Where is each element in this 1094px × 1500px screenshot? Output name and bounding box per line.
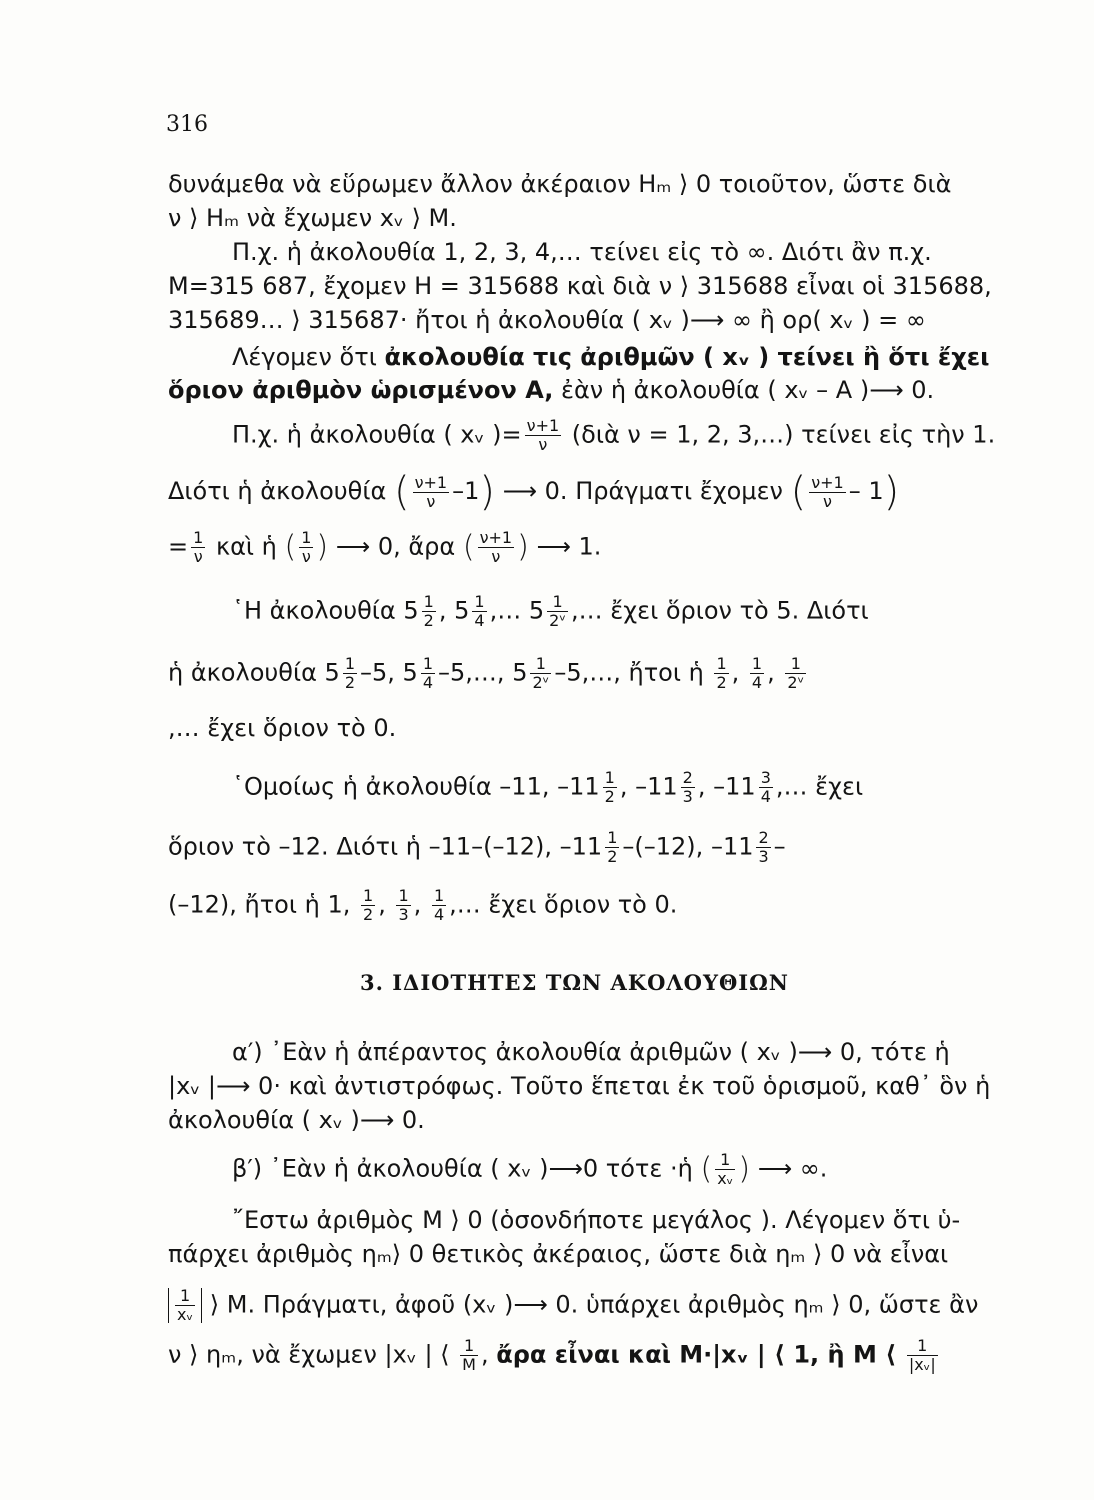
text-span: ⟶ 0. Πράγματι ἔχομεν [502,477,783,505]
text-span: (διὰ ν = 1, 2, 3,…) τείνει εἰς τὴν 1. [571,420,996,449]
fraction: $\frac{\nu+1}{\nu}$ [526,416,560,454]
formula-line: ῾Η ἀκολουθία 5 $\frac{1}{2}$ , 5 $\frac{1}{4}$ ,… 5 $\frac{1}{\text{2ᵛ}}$ ,… ἔχει ὅριον τὸ 5. Διότι [232,592,869,630]
formula-line: Διότι ἡ ἀκολουθία ( $\frac{\nu+1}{\nu}$ –1) ⟶ 0. Πράγματι ἔχομεν ( $\frac{\nu+1}{\nu}$ – 1) [168,469,900,515]
formula-line: = $\frac{1}{\nu}$ καὶ ἡ ( $\frac{1}{\nu}$ ) ⟶ 0, ἄρα ( $\frac{\nu+1}{\nu}$ ) ⟶ 1. [168,528,602,566]
fraction: $\frac{1}{2}$ [607,828,618,866]
fraction: $\frac{1}{2}$ [363,886,374,924]
fraction: $\frac{2}{3}$ [758,828,769,866]
formula-line: $\frac{1}{\text{xᵥ}}$ ⟩ M. Πράγματι, ἀφοῦ (xᵥ )⟶ 0. ὑπάρχει ἀριθμὸς ηₘ ⟩ 0, ὥστε ἂν [168,1288,978,1323]
text-line: 315689… ⟩ 315687· ἤτοι ἡ ἀκολουθία ( xᵥ )⟶ ∞ ἢ ορ( xᵥ ) = ∞ [168,306,926,334]
fraction: $\frac{2}{3}$ [682,768,693,806]
text-line: Π.χ. ἡ ἀκολουθία 1, 2, 3, 4,… τείνει εἰς τὸ ∞. Διότι ἂν π.χ. [232,238,932,266]
fraction: $\frac{1}{3}$ [398,886,409,924]
text-span: Λέγομεν ὅτι [232,343,377,371]
fraction: $\frac{1}{2}$ [423,592,434,630]
fraction: $\frac{1}{2}$ [604,768,615,806]
fraction: $\frac{1}{2}$ [344,654,355,692]
text-line: ,… ἔχει ὅριον τὸ 0. [168,714,397,742]
formula-line: β′) ᾿Εὰν ἡ ἀκολουθία ( xᵥ )⟶0 τότε ·ἡ ( $\frac{1}{\text{xᵥ}}$ ) ⟶ ∞. [232,1150,828,1188]
fraction: $\frac{1}{4}$ [433,886,445,924]
text-line: |xᵥ |⟶ 0· καὶ ἀντιστρόφως. Τοῦτο ἕπεται ἐκ τοῦ ὁρισμοῦ, καθ᾽ ὃν ἡ [168,1072,991,1100]
fraction: $\frac{1}{\text{xᵥ}}$ [177,1286,194,1324]
text-span: ἐὰν ἡ ἀκολουθία ( xᵥ – A )⟶ 0. [561,376,935,404]
formula-line: ἡ ἀκολουθία 5 $\frac{1}{2}$ –5, 5 $\frac{1}{4}$ –5,…, 5 $\frac{1}{\text{2ᵛ}}$ –5,…, ἤτοι ἡ $\frac{1}{2}$ , $\frac{1}{4}$ , $\frac{1}{\text{2ᵛ}}$ [168,654,805,692]
fraction: $\frac{\nu+1}{\nu}$ [414,472,448,511]
fraction: $\frac{1}{4}$ [474,592,485,630]
text-line: α′) ᾿Εὰν ἡ ἀπέραντος ἀκολουθία ἀριθμῶν ( xᵥ )⟶ 0, τότε ἡ [232,1038,950,1066]
text-line: M=315 687, ἔχομεν H = 315688 καὶ διὰ ν ⟩ 315688 εἶναι οἱ 315688, [168,272,992,300]
definition-line [232,345,989,369]
fraction: $\frac{1}{\text{2ᵛ}}$ [787,654,805,692]
text-span: Διότι ἡ ἀκολουθία [168,477,387,505]
fraction: $\frac{1}{2}$ [716,654,727,692]
text-line: δυνάμεθα νὰ εὕρωμεν ἄλλον ἀκέραιον Hₘ ⟩ 0 τοιοῦτον, ὥστε διὰ [168,170,952,198]
fraction: $\frac{1}{4}$ [422,654,434,692]
definition-line [168,378,934,402]
formula-line: ῾Ομοίως ἡ ἀκολουθία –11, –11 $\frac{1}{2}$ , –11 $\frac{2}{3}$ , –11 $\frac{3}{4}$ ,… ἔχει [232,768,864,806]
fraction: $\frac{\nu+1}{\nu}$ [479,528,513,566]
text-line: ἀκολουθία ( xᵥ )⟶ 0. [168,1106,425,1134]
text-line: ῎Εστω ἀριθμὸς M ⟩ 0 (ὁσονδήποτε μεγάλος ). Λέγομεν ὅτι ὑ- [232,1206,961,1234]
bold-definition: ἀκολουθία τις ἀριθμῶν ( xᵥ ) τείνει ἢ ὅτι ἔχει [384,343,990,371]
bold-definition: ὅριον ἀριθμὸν ὡρισμένον A, [168,376,554,404]
text-line: ν ⟩ Hₘ νὰ ἔχωμεν xᵥ ⟩ M. [168,204,457,232]
page-number: 316 [166,112,208,137]
fraction: $\frac{1}{\text{|xᵥ|}}$ [908,1336,936,1374]
fraction: $\frac{3}{4}$ [760,768,771,806]
fraction: $\frac{1}{4}$ [751,654,763,692]
text-line: πάρχει ἀριθμὸς ηₘ⟩ 0 θετικὸς ἀκέραιος, ὥστε διὰ ηₘ ⟩ 0 νὰ εἶναι [168,1240,949,1268]
formula-line [232,418,995,453]
fraction: $\frac{1}{M}$ [462,1336,476,1374]
fraction: $\frac{1}{\text{xᵥ}}$ [717,1150,734,1188]
fraction: $\frac{1}{\text{2ᵛ}}$ [532,654,550,692]
fraction: $\frac{\nu+1}{\nu}$ [811,472,844,511]
formula-line: ν ⟩ ηₘ, νὰ ἔχωμεν |xᵥ | ⟨ $\frac{1}{M}$ , ἄρα εἶναι καὶ M·|xᵥ | ⟨ 1, ἢ M ⟨ $\frac{1}{\text{|xᵥ|}}$ [168,1336,936,1374]
section-heading: 3. ΙΔΙΟΤΗΤΕΣ ΤΩΝ ΑΚΟΛΟΥΘΙΩΝ [360,970,789,995]
text-span: Π.χ. ἡ ἀκολουθία ( xᵥ )= [232,420,522,449]
formula-line: ὅριον τὸ –12. Διότι ἡ –11–(–12), –11 $\frac{1}{2}$ –(–12), –11 $\frac{2}{3}$ – [168,828,786,866]
fraction: $\frac{1}{\nu}$ [193,528,204,566]
fraction: $\frac{1}{\nu}$ [301,528,312,566]
formula-line: (–12), ἤτοι ἡ 1, $\frac{1}{2}$ , $\frac{1}{3}$ , $\frac{1}{4}$ ,… ἔχει ὅριον τὸ 0. [168,886,678,924]
fraction: $\frac{1}{\text{2ᵛ}}$ [549,592,566,630]
absolute-value [168,1288,202,1323]
